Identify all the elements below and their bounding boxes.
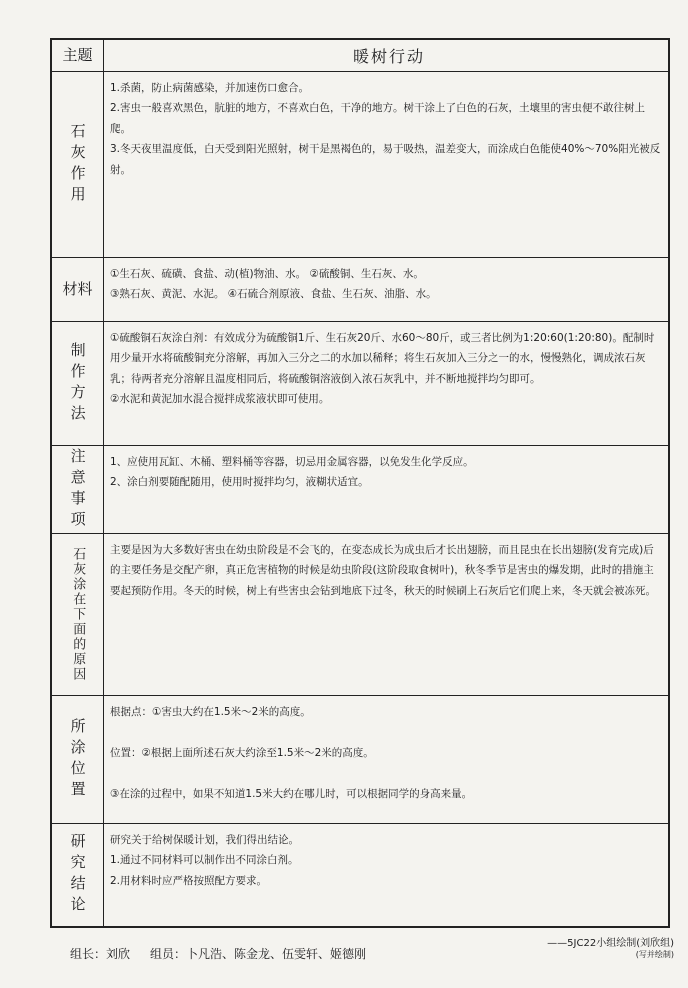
info-table [50,38,670,928]
signature [547,937,674,960]
group-members: 组员：卜凡浩、陈金龙、伍雯轩、姬德刚 [150,947,367,961]
row-label: 所涂位置 [52,696,104,823]
page-title: 暖树行动 [352,47,425,66]
table-row-reason [52,534,668,696]
row-label: 制作方法 [52,322,104,445]
row-content: 1、应使用瓦缸、木桶、塑料桶等容器，切忌用金属容器，以免发生化学反应。 2、涂白剂要随配随用，使用时搅拌均匀，液糊状适宜。 [110,456,474,489]
row-content: 研究关于给树保暖计划，我们得出结论。 1.通过不同材料可以制作出不同涂白剂。 2.用材料时应严格按照配方要求。 [110,834,299,887]
row-label: 石灰涂在下面的原因 [52,534,104,695]
table-row-materials [52,258,668,322]
row-label: 石灰作用 [52,72,104,257]
table-row-position [52,696,668,824]
table-row-conclusion [52,824,668,926]
row-content: 1.杀菌，防止病菌感染，并加速伤口愈合。 2.害虫一般喜欢黑色，肮脏的地方，不喜欢白色，干净的地方。树干涂上了白色的石灰，土壤里的害虫便不敢往树上爬。 3.冬天夜里温度低，白天受到阳光照射，树干是黑褐色的，易于吸热，温差变大，而涂成白色能使40%～70%阳光被反射。 [110,82,661,176]
row-content: 主要是因为大多数好害虫在幼虫阶段是不会飞的，在变态成长为成虫后才长出翅膀，而且昆虫在长出翅膀(发育完成)后的主要任务是交配产卵，真正危害植物的时候是幼虫阶段(这阶段取食树叶)，秋冬季节是害虫的爆发期，此时的措施主要起预防作用。冬天的时候，树上有些害虫会钻到地底下过冬，秋天的时候刷上石灰后它们爬上来，冬天就会被冻死。 [110,544,656,597]
table-row-lime-effect [52,72,668,258]
row-content: ①生石灰、硫磺、食盐、动(植)物油、水。 ②硫酸铜、生石灰、水。 ③熟石灰、黄泥、水泥。 ④石硫合剂原液、食盐、生石灰、油脂、水。 [110,268,437,301]
signature-text: ——5JC22小组绘制(刘欣组) [547,937,674,949]
row-label: 材料 [52,258,104,321]
row-label: 研究结论 [52,824,104,926]
row-label: 主题 [52,40,104,71]
row-label: 注意事项 [52,446,104,533]
table-row-header [52,40,668,72]
row-content: ①硫酸铜石灰涂白剂：有效成分为硫酸铜1斤、生石灰20斤、水60～80斤，或三者比例为1:20:60(1:20:80)。配制时用少量开水将硫酸铜充分溶解，再加入三分之二的水加以稀释；将生石灰加入三分之一的水，慢慢熟化，调成浓石灰乳；待两者充分溶解且温度相同后，将硫酸铜溶液倒入浓石灰乳中，并不断地搅拌均匀即可。 ②水泥和黄泥加水混合搅拌成浆液状即可使用。 [110,332,655,406]
group-leader: 组长：刘欣 [70,947,131,961]
signature-note: (写并绘制) [635,949,674,959]
row-content: 根据点：①害虫大约在1.5米～2米的高度。 位置：②根据上面所述石灰大约涂至1.5米～2米的高度。 ③在涂的过程中，如果不知道1.5米大约在哪儿时，可以根据同学的身高来量。 [110,706,473,800]
table-row-method [52,322,668,446]
table-row-notes [52,446,668,534]
